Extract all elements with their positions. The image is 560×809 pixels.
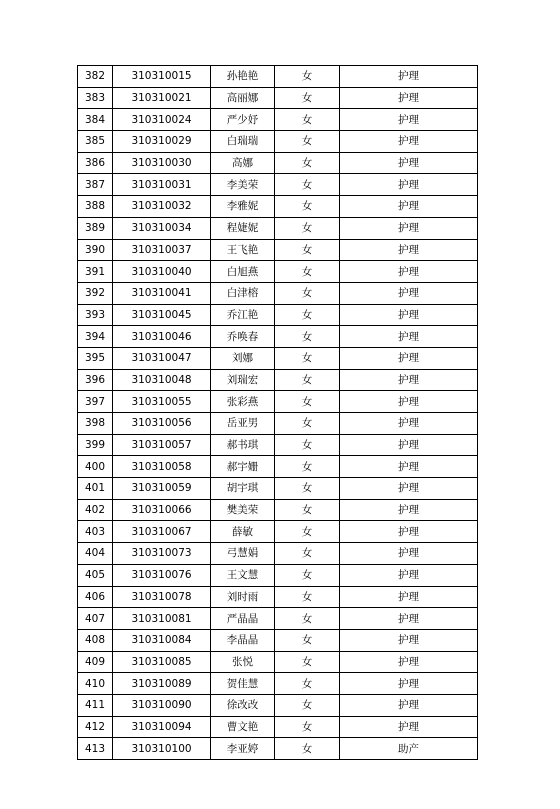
table-row xyxy=(78,478,478,500)
student-name: 薛敏 xyxy=(211,521,275,543)
student-name: 刘时雨 xyxy=(211,586,275,608)
student-id: 310310067 xyxy=(113,521,211,543)
student-major: 护理 xyxy=(340,694,478,716)
student-name: 弓慧娟 xyxy=(211,543,275,565)
student-id: 310310048 xyxy=(113,369,211,391)
student-id: 310310076 xyxy=(113,564,211,586)
student-gender: 女 xyxy=(275,434,340,456)
student-major: 护理 xyxy=(340,304,478,326)
table-row xyxy=(78,152,478,174)
row-sequence-number: 398 xyxy=(78,413,113,435)
row-sequence-number: 382 xyxy=(78,66,113,88)
row-sequence-number: 408 xyxy=(78,629,113,651)
table-row xyxy=(78,716,478,738)
student-id: 310310032 xyxy=(113,196,211,218)
table-row xyxy=(78,261,478,283)
student-name: 白瑞瑞 xyxy=(211,131,275,153)
table-row xyxy=(78,369,478,391)
student-id: 310310081 xyxy=(113,608,211,630)
student-name: 王飞艳 xyxy=(211,239,275,261)
student-major: 护理 xyxy=(340,521,478,543)
student-id: 310310030 xyxy=(113,152,211,174)
student-id: 310310055 xyxy=(113,391,211,413)
student-gender: 女 xyxy=(275,239,340,261)
student-id: 310310059 xyxy=(113,478,211,500)
row-sequence-number: 389 xyxy=(78,217,113,239)
student-gender: 女 xyxy=(275,217,340,239)
student-major: 护理 xyxy=(340,673,478,695)
student-gender: 女 xyxy=(275,369,340,391)
table-row xyxy=(78,694,478,716)
student-gender: 女 xyxy=(275,66,340,88)
student-name: 白津榕 xyxy=(211,282,275,304)
row-sequence-number: 386 xyxy=(78,152,113,174)
row-sequence-number: 402 xyxy=(78,499,113,521)
table-row xyxy=(78,304,478,326)
student-id: 310310078 xyxy=(113,586,211,608)
table-row xyxy=(78,564,478,586)
student-name: 李亚婷 xyxy=(211,738,275,760)
row-sequence-number: 391 xyxy=(78,261,113,283)
student-major: 护理 xyxy=(340,629,478,651)
student-gender: 女 xyxy=(275,152,340,174)
student-major: 护理 xyxy=(340,651,478,673)
student-roster-table xyxy=(77,65,478,760)
student-name: 王文慧 xyxy=(211,564,275,586)
student-major: 护理 xyxy=(340,456,478,478)
student-gender: 女 xyxy=(275,716,340,738)
student-name: 严少妤 xyxy=(211,109,275,131)
student-major: 护理 xyxy=(340,543,478,565)
student-gender: 女 xyxy=(275,326,340,348)
student-major: 助产 xyxy=(340,738,478,760)
student-name: 高娜 xyxy=(211,152,275,174)
student-id: 310310040 xyxy=(113,261,211,283)
student-id: 310310021 xyxy=(113,87,211,109)
student-name: 贺佳慧 xyxy=(211,673,275,695)
student-gender: 女 xyxy=(275,131,340,153)
student-id: 310310084 xyxy=(113,629,211,651)
row-sequence-number: 401 xyxy=(78,478,113,500)
table-row xyxy=(78,456,478,478)
student-id: 310310046 xyxy=(113,326,211,348)
student-gender: 女 xyxy=(275,347,340,369)
student-id: 310310024 xyxy=(113,109,211,131)
row-sequence-number: 411 xyxy=(78,694,113,716)
student-major: 护理 xyxy=(340,716,478,738)
student-id: 310310094 xyxy=(113,716,211,738)
row-sequence-number: 390 xyxy=(78,239,113,261)
student-gender: 女 xyxy=(275,304,340,326)
student-id: 310310066 xyxy=(113,499,211,521)
student-major: 护理 xyxy=(340,564,478,586)
student-gender: 女 xyxy=(275,87,340,109)
student-name: 郝书琪 xyxy=(211,434,275,456)
table-row xyxy=(78,413,478,435)
student-gender: 女 xyxy=(275,391,340,413)
table-row xyxy=(78,217,478,239)
student-name: 白旭燕 xyxy=(211,261,275,283)
table-row xyxy=(78,174,478,196)
student-name: 李美荣 xyxy=(211,174,275,196)
table-row xyxy=(78,87,478,109)
table-row xyxy=(78,543,478,565)
student-name: 刘娜 xyxy=(211,347,275,369)
student-name: 程婕妮 xyxy=(211,217,275,239)
student-major: 护理 xyxy=(340,261,478,283)
student-id: 310310073 xyxy=(113,543,211,565)
student-name: 高丽娜 xyxy=(211,87,275,109)
student-major: 护理 xyxy=(340,347,478,369)
table-row xyxy=(78,196,478,218)
student-id: 310310057 xyxy=(113,434,211,456)
row-sequence-number: 410 xyxy=(78,673,113,695)
table-row xyxy=(78,326,478,348)
table-row xyxy=(78,282,478,304)
student-major: 护理 xyxy=(340,434,478,456)
student-gender: 女 xyxy=(275,564,340,586)
student-id: 310310090 xyxy=(113,694,211,716)
student-name: 刘瑞宏 xyxy=(211,369,275,391)
table-row xyxy=(78,521,478,543)
student-gender: 女 xyxy=(275,651,340,673)
table-row xyxy=(78,131,478,153)
student-major: 护理 xyxy=(340,66,478,88)
student-gender: 女 xyxy=(275,521,340,543)
student-name: 李晶晶 xyxy=(211,629,275,651)
student-major: 护理 xyxy=(340,217,478,239)
student-gender: 女 xyxy=(275,543,340,565)
student-gender: 女 xyxy=(275,738,340,760)
student-major: 护理 xyxy=(340,131,478,153)
row-sequence-number: 397 xyxy=(78,391,113,413)
student-name: 乔唤春 xyxy=(211,326,275,348)
student-name: 李雅妮 xyxy=(211,196,275,218)
student-id: 310310085 xyxy=(113,651,211,673)
student-major: 护理 xyxy=(340,608,478,630)
table-row xyxy=(78,738,478,760)
row-sequence-number: 385 xyxy=(78,131,113,153)
student-major: 护理 xyxy=(340,326,478,348)
student-gender: 女 xyxy=(275,478,340,500)
table-row xyxy=(78,109,478,131)
student-name: 樊美荣 xyxy=(211,499,275,521)
student-id: 310310029 xyxy=(113,131,211,153)
student-gender: 女 xyxy=(275,282,340,304)
student-major: 护理 xyxy=(340,282,478,304)
student-gender: 女 xyxy=(275,261,340,283)
student-name: 乔江艳 xyxy=(211,304,275,326)
student-id: 310310045 xyxy=(113,304,211,326)
row-sequence-number: 407 xyxy=(78,608,113,630)
student-gender: 女 xyxy=(275,586,340,608)
student-name: 徐改改 xyxy=(211,694,275,716)
student-id: 310310058 xyxy=(113,456,211,478)
row-sequence-number: 399 xyxy=(78,434,113,456)
row-sequence-number: 394 xyxy=(78,326,113,348)
row-sequence-number: 405 xyxy=(78,564,113,586)
row-sequence-number: 388 xyxy=(78,196,113,218)
table-row xyxy=(78,608,478,630)
student-major: 护理 xyxy=(340,87,478,109)
table-row xyxy=(78,673,478,695)
student-name: 郝宇姗 xyxy=(211,456,275,478)
student-major: 护理 xyxy=(340,478,478,500)
student-major: 护理 xyxy=(340,174,478,196)
table-row xyxy=(78,629,478,651)
student-id: 310310031 xyxy=(113,174,211,196)
student-id: 310310100 xyxy=(113,738,211,760)
student-id: 310310056 xyxy=(113,413,211,435)
student-gender: 女 xyxy=(275,456,340,478)
table-row xyxy=(78,434,478,456)
row-sequence-number: 395 xyxy=(78,347,113,369)
student-gender: 女 xyxy=(275,629,340,651)
table-row xyxy=(78,586,478,608)
row-sequence-number: 396 xyxy=(78,369,113,391)
row-sequence-number: 383 xyxy=(78,87,113,109)
student-gender: 女 xyxy=(275,608,340,630)
row-sequence-number: 412 xyxy=(78,716,113,738)
student-gender: 女 xyxy=(275,673,340,695)
student-name: 严晶晶 xyxy=(211,608,275,630)
table-row xyxy=(78,391,478,413)
student-major: 护理 xyxy=(340,413,478,435)
student-name: 张彩燕 xyxy=(211,391,275,413)
row-sequence-number: 409 xyxy=(78,651,113,673)
student-id: 310310034 xyxy=(113,217,211,239)
student-name: 孙艳艳 xyxy=(211,66,275,88)
table-row xyxy=(78,651,478,673)
row-sequence-number: 384 xyxy=(78,109,113,131)
student-id: 310310037 xyxy=(113,239,211,261)
student-major: 护理 xyxy=(340,196,478,218)
student-id: 310310041 xyxy=(113,282,211,304)
student-gender: 女 xyxy=(275,174,340,196)
row-sequence-number: 403 xyxy=(78,521,113,543)
row-sequence-number: 413 xyxy=(78,738,113,760)
table-row xyxy=(78,499,478,521)
student-major: 护理 xyxy=(340,109,478,131)
table-row xyxy=(78,347,478,369)
roster-body xyxy=(78,66,478,760)
student-id: 310310089 xyxy=(113,673,211,695)
student-id: 310310047 xyxy=(113,347,211,369)
row-sequence-number: 393 xyxy=(78,304,113,326)
student-name: 岳亚男 xyxy=(211,413,275,435)
table-row xyxy=(78,239,478,261)
student-major: 护理 xyxy=(340,499,478,521)
student-gender: 女 xyxy=(275,413,340,435)
student-major: 护理 xyxy=(340,391,478,413)
student-name: 胡宇琪 xyxy=(211,478,275,500)
student-gender: 女 xyxy=(275,196,340,218)
student-gender: 女 xyxy=(275,109,340,131)
student-major: 护理 xyxy=(340,586,478,608)
row-sequence-number: 406 xyxy=(78,586,113,608)
student-gender: 女 xyxy=(275,499,340,521)
student-major: 护理 xyxy=(340,239,478,261)
row-sequence-number: 404 xyxy=(78,543,113,565)
row-sequence-number: 392 xyxy=(78,282,113,304)
row-sequence-number: 387 xyxy=(78,174,113,196)
student-major: 护理 xyxy=(340,152,478,174)
student-gender: 女 xyxy=(275,694,340,716)
student-name: 曹文艳 xyxy=(211,716,275,738)
student-id: 310310015 xyxy=(113,66,211,88)
row-sequence-number: 400 xyxy=(78,456,113,478)
student-major: 护理 xyxy=(340,369,478,391)
table-row xyxy=(78,66,478,88)
student-name: 张悦 xyxy=(211,651,275,673)
